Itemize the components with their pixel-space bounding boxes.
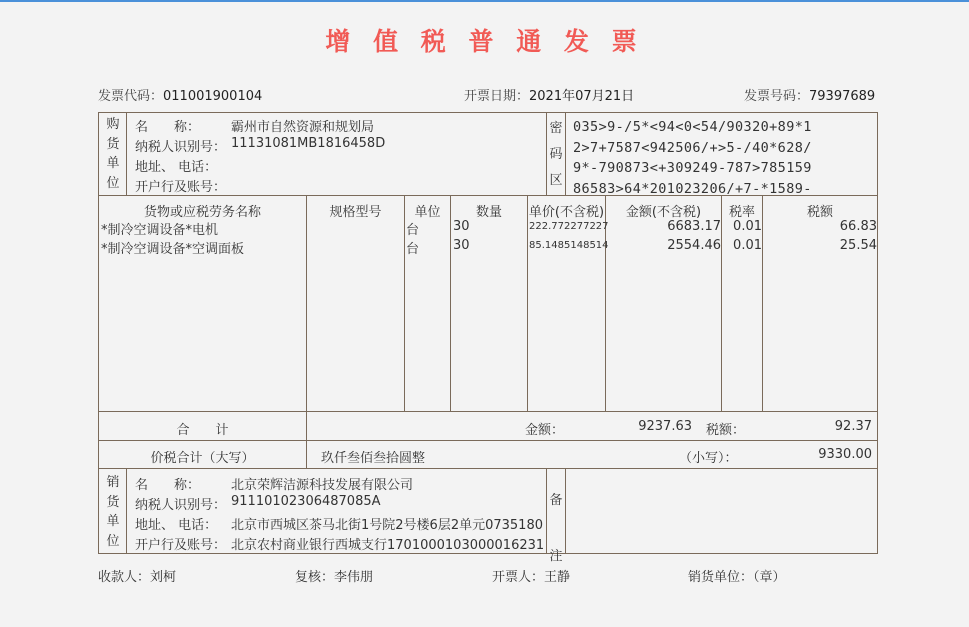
- item-unit: 台: [406, 242, 420, 257]
- footer-drawer-value: 王静: [544, 570, 571, 585]
- buyer-name-label: 名 称：: [135, 120, 201, 135]
- footer-reviewer-label: 复核：: [295, 570, 335, 585]
- col-header-name: 货物或应税劳务名称: [143, 205, 261, 220]
- seller-addr-label: 地址、 电话：: [135, 518, 218, 533]
- col-header-rate: 税率: [728, 205, 755, 220]
- col-header-spec: 规格型号: [329, 205, 382, 220]
- divider-col-unit: [404, 195, 405, 411]
- cipher-line: 035>9-/5*<94<0<54/90320+89*1: [573, 119, 812, 135]
- cipher-line: 9*-790873<+309249-787>785159: [573, 160, 812, 176]
- invoice-code: [98, 85, 262, 104]
- invoice-number-label: 发票号码：: [744, 89, 810, 104]
- seller-side-char: 货: [106, 494, 120, 510]
- footer-seller-seal: 销货单位：（章）: [688, 570, 786, 585]
- buyer-side-char: 货: [106, 136, 120, 152]
- item-amount: 6683.17: [667, 219, 721, 234]
- divider-col-qty: [450, 195, 451, 411]
- buyer-side-label: [106, 115, 120, 193]
- buyer-taxid: 11131081MB1816458D: [231, 136, 386, 151]
- item-tax: 66.83: [839, 219, 877, 234]
- buyer-side-char: 单: [106, 156, 120, 171]
- divider-col-spec: [306, 195, 307, 468]
- divider-buyer-side: [126, 113, 127, 195]
- grand-total-words: 玖仟叁佰叁拾圆整: [321, 451, 426, 466]
- divider-seller-side: [126, 468, 127, 554]
- divider-col-price: [527, 195, 528, 411]
- seller-name-label: 名 称：: [135, 478, 201, 493]
- totals-label: 合 计: [176, 423, 229, 438]
- seller-taxid: 91110102306487085A: [231, 494, 381, 509]
- col-header-price: 单价(不含税): [528, 205, 605, 220]
- footer-payee: [98, 566, 176, 585]
- cipher-side-char: 密: [549, 121, 563, 136]
- buyer-taxid-label: 纳税人识别号：: [135, 140, 227, 155]
- divider-cipher-left: [546, 113, 547, 195]
- divider-grand: [99, 468, 877, 469]
- invoice-table: [98, 112, 878, 564]
- invoice-code-value: 011001900104: [163, 89, 263, 104]
- invoice-title: 增 值 税 普 通 发 票: [325, 27, 644, 56]
- divider-remark-left: [546, 468, 547, 554]
- invoice-number-value: 79397689: [809, 89, 876, 104]
- totals-amount: 9237.63: [638, 419, 692, 434]
- item-amount: 2554.46: [667, 238, 721, 253]
- seller-side-char: 单: [106, 514, 120, 529]
- buyer-addr-label: 地址、 电话：: [135, 160, 218, 175]
- buyer-side-char: 购: [106, 117, 120, 132]
- divider-cipher-right: [565, 113, 566, 195]
- totals-tax: 92.37: [834, 419, 872, 434]
- footer-reviewer: [295, 566, 373, 585]
- col-header-amount: 金额(不含税): [625, 205, 702, 220]
- seller-side-label: [106, 473, 120, 551]
- divider-items: [99, 411, 877, 412]
- item-unit: 台: [406, 223, 420, 238]
- item-tax: 25.54: [839, 238, 877, 253]
- invoice-number: [744, 85, 875, 104]
- footer-payee-label: 收款人：: [98, 570, 151, 585]
- item-name: *制冷空调设备*空调面板: [101, 242, 245, 257]
- invoice-code-label: 发票代码：: [98, 89, 164, 104]
- cipher-side-char: 码: [549, 147, 563, 162]
- totals-amount-label: 金额：: [525, 423, 565, 438]
- top-accent-line: [0, 0, 969, 2]
- divider-remark-right: [565, 468, 566, 554]
- item-qty: 30: [453, 238, 470, 253]
- seller-side-char: 销: [106, 475, 120, 490]
- cipher-line: 86583>64*201023206/+7-*1589-: [573, 180, 812, 197]
- totals-tax-label: 税额：: [706, 423, 746, 438]
- buyer-name: 霸州市自然资源和规划局: [231, 120, 375, 135]
- invoice-date-label: 开票日期：: [464, 89, 530, 104]
- seller-taxid-label: 纳税人识别号：: [135, 498, 227, 513]
- invoice-date-value: 2021年07月21日: [529, 89, 635, 104]
- remark-side-char: 备: [549, 493, 563, 508]
- grand-total-small-label: （小写）：: [679, 451, 738, 466]
- col-header-qty: 数量: [475, 205, 502, 220]
- item-rate: 0.01: [733, 219, 762, 234]
- item-qty: 30: [453, 219, 470, 234]
- grand-total-small: 9330.00: [818, 447, 872, 462]
- footer-drawer: [492, 566, 570, 585]
- footer-reviewer-value: 李伟朋: [334, 570, 374, 585]
- buyer-bank-label: 开户行及账号：: [135, 180, 227, 195]
- col-header-unit: 单位: [414, 205, 441, 220]
- footer-payee-value: 刘柯: [150, 570, 177, 585]
- seller-addr: 北京市西城区茶马北街1号院2号楼6层2单元0735180: [231, 518, 543, 533]
- grand-total-label: 价税合计（大写）: [150, 451, 255, 466]
- seller-bank: 北京农村商业银行西城支行1701000103000016231: [231, 538, 545, 553]
- seller-side-char: 位: [106, 533, 120, 549]
- item-rate: 0.01: [733, 238, 762, 253]
- remark-side-char: 注: [549, 549, 563, 564]
- divider-totals: [99, 440, 877, 441]
- footer-drawer-label: 开票人：: [492, 570, 545, 585]
- seller-name: 北京荣辉洁源科技发展有限公司: [231, 478, 414, 493]
- cipher-text: [573, 117, 812, 199]
- item-price: 222.772277227: [529, 221, 609, 232]
- col-header-tax: 税额: [806, 205, 833, 220]
- invoice-date: [464, 85, 634, 104]
- cipher-side-label: [549, 116, 563, 194]
- buyer-side-char: 位: [106, 175, 120, 191]
- cipher-line: 2>7+7587<942506/+>5-/40*628/: [573, 139, 812, 156]
- seller-bank-label: 开户行及账号：: [135, 538, 227, 553]
- item-name: *制冷空调设备*电机: [101, 223, 219, 238]
- item-price: 85.1485148514: [529, 240, 609, 251]
- cipher-side-char: 区: [549, 173, 563, 188]
